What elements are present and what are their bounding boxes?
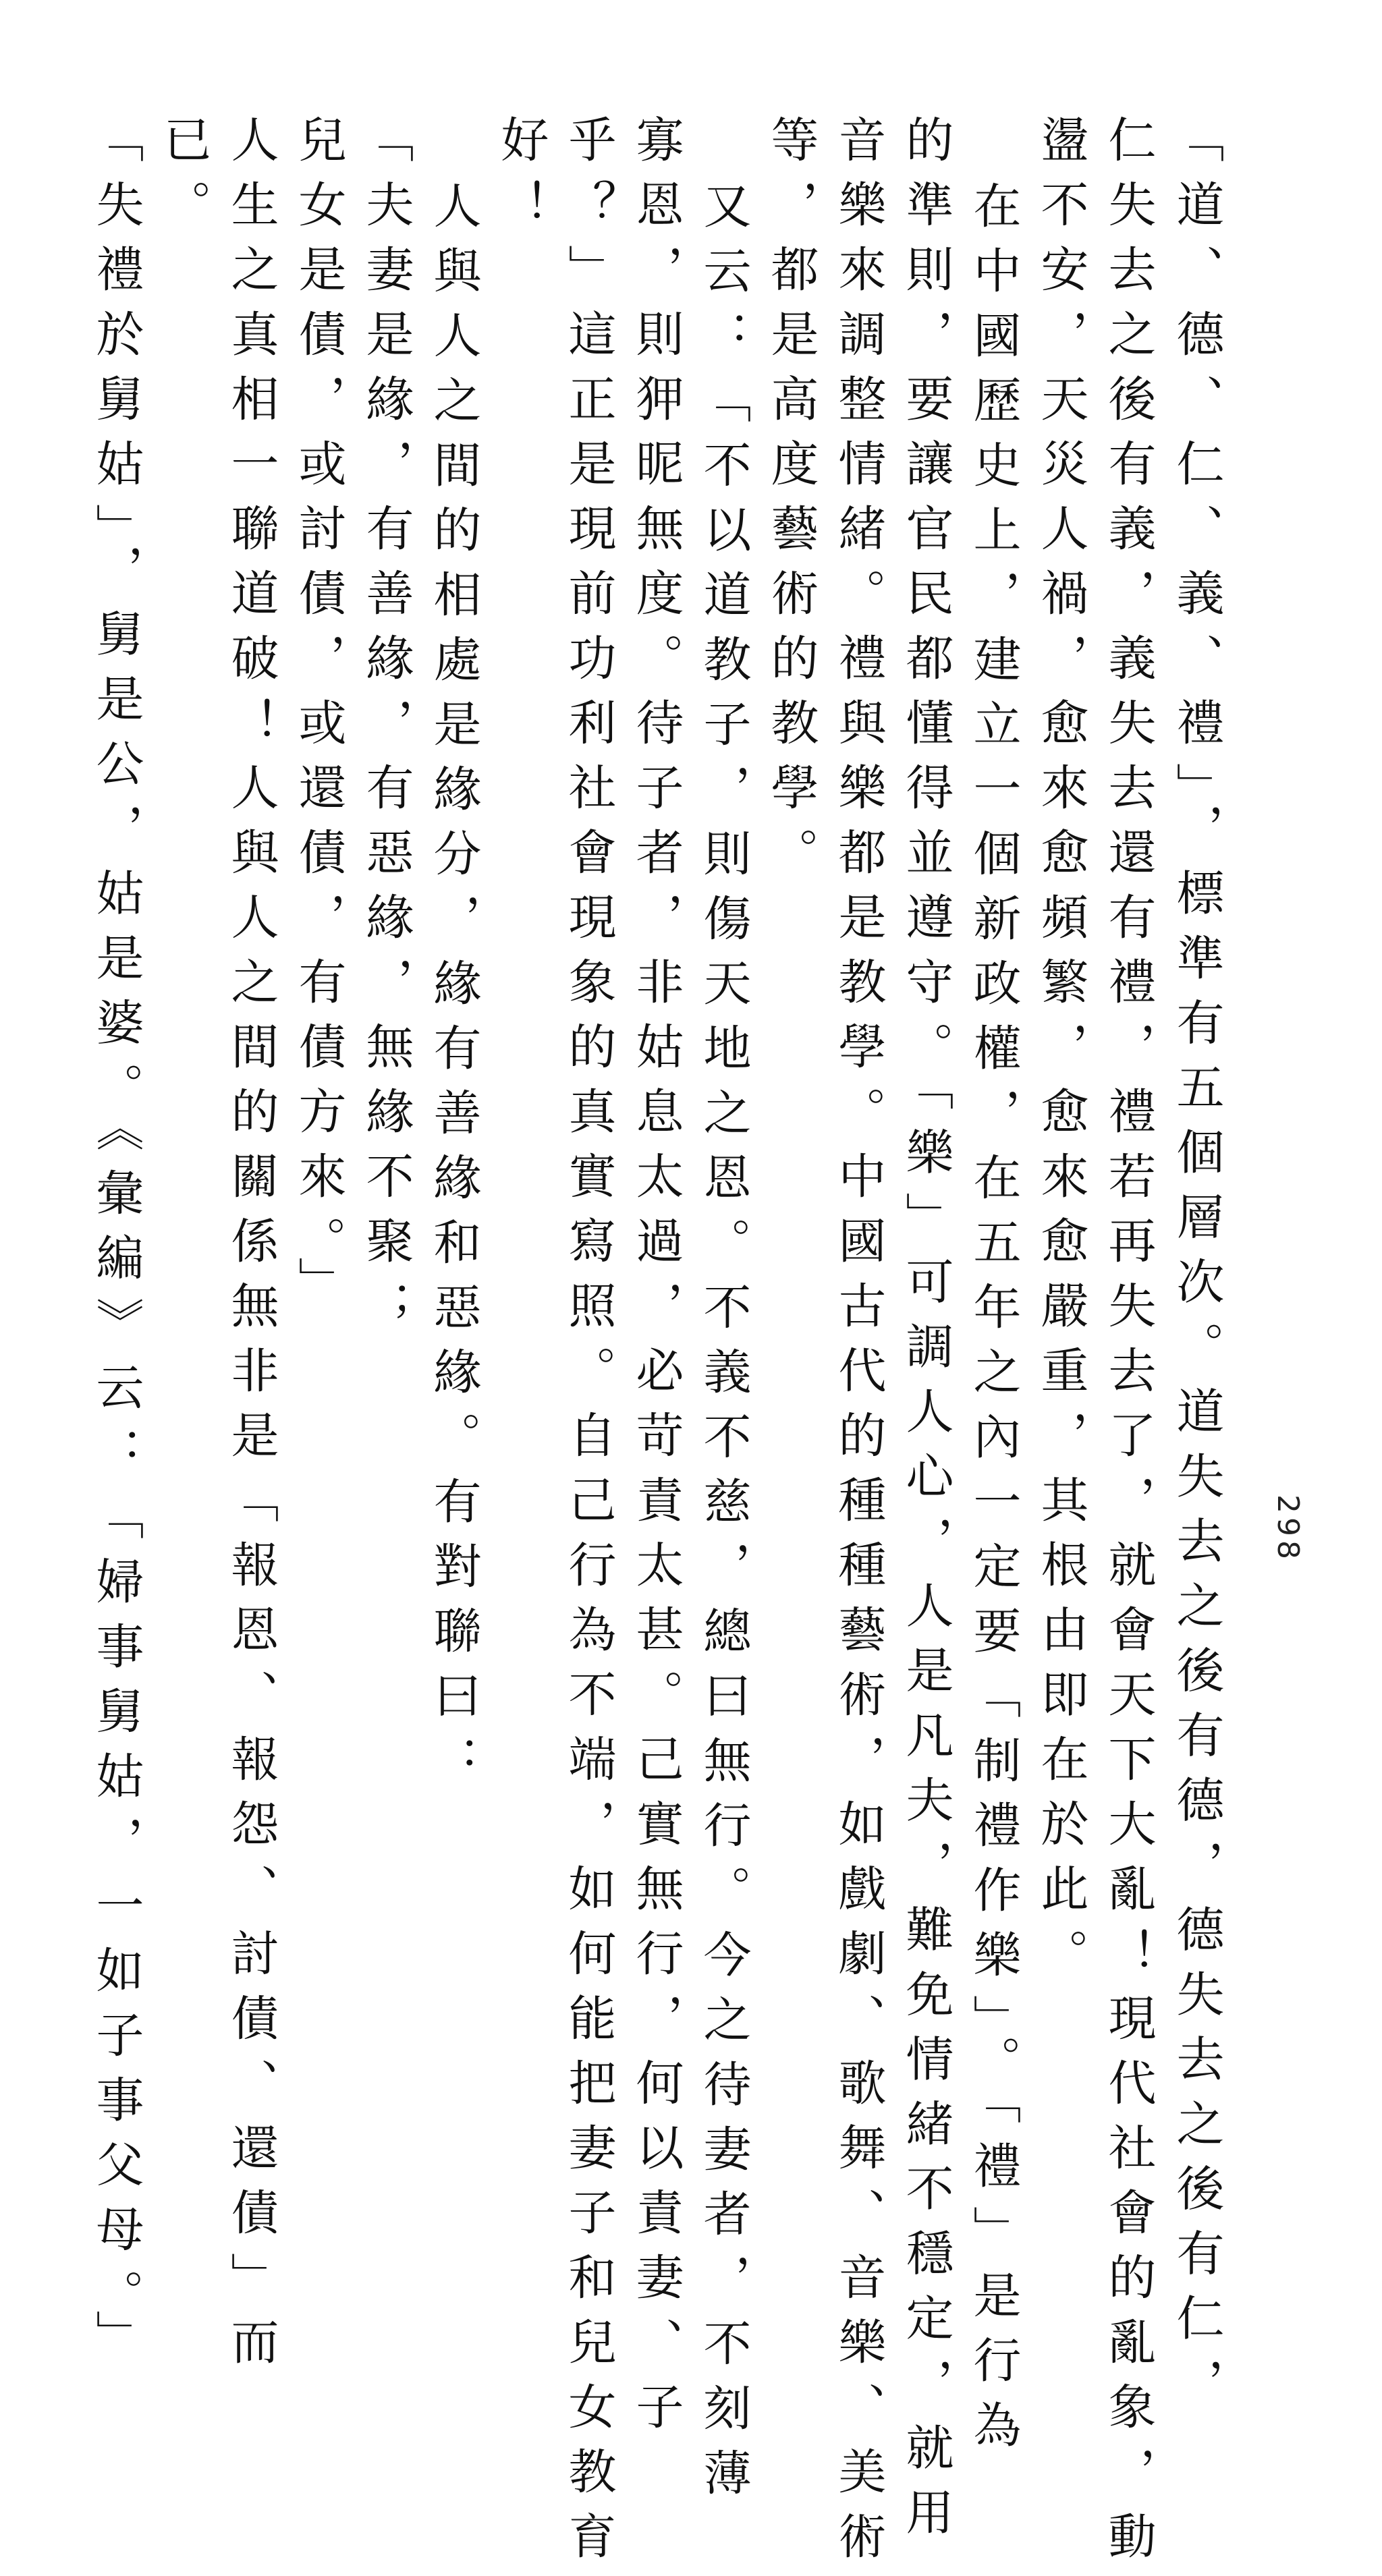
text-column-14: 兒女是債，或討債，或還債，有債方來。」: [291, 115, 347, 1322]
text-column-4: 在中國歷史上，建立一個新政權，在五年之內一定要「制禮作樂」。「禮」是行為: [966, 181, 1022, 2465]
text-column-5: 的準則，要讓官民都懂得並遵守。「樂」可調人心，人是凡夫，難免情緒不穩定，就用: [898, 115, 954, 2552]
text-column-1: 「道、德、仁、義、禮」，標準有五個層次。道失去之後有德，德失去之後有仁，: [1169, 115, 1225, 2423]
text-column-15: 人生之真相一聯道破！人與人之間的關係無非是「報恩、報怨、討債、還債」而: [223, 115, 279, 2382]
text-column-3: 盪不安，天災人禍，愈來愈頻繁，愈來愈嚴重，其根由即在於此。: [1033, 115, 1089, 1993]
text-column-12: 人與人之間的相處是緣分，緣有善緣和惡緣。有對聯曰：: [426, 181, 482, 1800]
text-column-10: 乎？」這正是現前功利社會現象的真實寫照。自己行為不端，如何能把妻子和兒女教育: [561, 115, 617, 2576]
text-column-8: 又云：「不以道教子，則傷天地之恩。不義不慈，總曰無行。今之待妻者，不刻薄: [696, 181, 752, 2513]
text-column-11: 好！: [493, 115, 549, 244]
text-column-2: 仁失去之後有義，義失去還有禮，禮若再失去了，就會天下大亂！現代社會的亂象，動: [1101, 115, 1157, 2576]
text-column-9: 寡恩，則狎昵無度。待子者，非姑息太過，必苛責太甚。己實無行，何以責妻、子: [628, 115, 684, 2446]
text-column-13: 「夫妻是緣，有善緣，有惡緣，無緣不聚；: [358, 115, 414, 1345]
text-column-6: 音樂來調整情緒。禮與樂都是教學。中國古代的種種藝術，如戲劇、歌舞、音樂、美術: [831, 115, 887, 2576]
text-column-17: 「失禮於舅姑」，舅是公，姑是婆。《彙編》云：「婦事舅姑，一如子事父母。」: [88, 115, 144, 2375]
page-number: 298: [1271, 1494, 1305, 1563]
text-column-16: 已。: [156, 115, 212, 244]
text-column-7: 等，都是高度藝術的教學。: [763, 115, 819, 892]
